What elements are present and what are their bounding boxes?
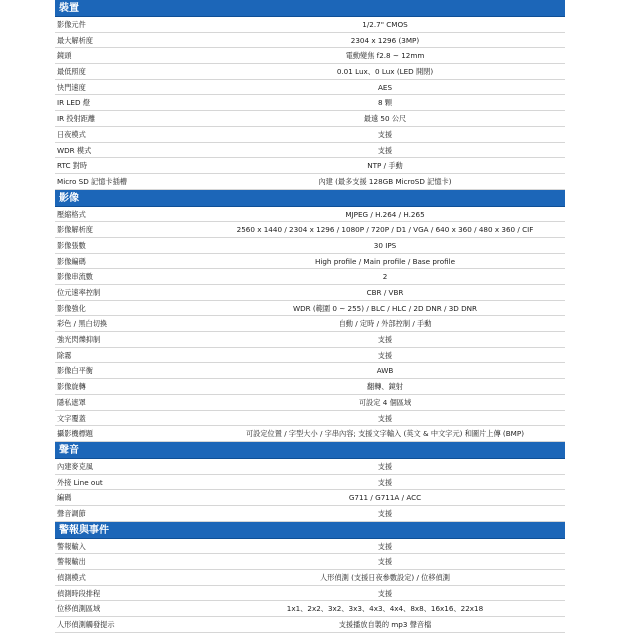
spec-row [55, 17, 565, 33]
section-header: 裝置 [55, 0, 565, 17]
spec-value: CBR / VBR [366, 288, 404, 297]
spec-row [55, 395, 565, 411]
spec-row [55, 222, 565, 238]
spec-row [55, 348, 565, 364]
spec-label: 偵測時段排程 [57, 588, 101, 598]
spec-value: 支援 [377, 541, 393, 551]
spec-value: 8 顆 [377, 98, 393, 108]
spec-row [55, 475, 565, 491]
spec-value: NTP / 手動 [367, 161, 403, 171]
spec-row [55, 158, 565, 174]
spec-value: 人形偵測 (支援日夜參數設定) / 位移偵測 [320, 573, 450, 582]
spec-row [55, 269, 565, 285]
spec-label: 影像張數 [57, 240, 86, 250]
spec-row [55, 301, 565, 317]
spec-label: 位元速率控制 [57, 288, 101, 297]
spec-value: 支援 [377, 557, 393, 567]
spec-label: 內建麥克風 [57, 461, 93, 471]
spec-value: 2 [382, 272, 388, 282]
spec-value: 可設定位置 / 字型大小 / 字串內容; 支援文字輸入 (英文 & 中文字元) 和圖片上傳 (BMP) [245, 429, 525, 439]
spec-row [55, 316, 565, 332]
spec-value: 最遠 50 公尺 [363, 114, 407, 124]
spec-label: 日夜模式 [57, 129, 86, 139]
spec-row [55, 174, 565, 190]
spec-row [55, 80, 565, 96]
spec-row [55, 459, 565, 475]
spec-row [55, 127, 565, 143]
spec-row [55, 332, 565, 348]
spec-value: 電動變焦 f2.8 ~ 12mm [345, 51, 425, 61]
spec-section [55, 442, 565, 522]
spec-row [55, 411, 565, 427]
spec-row [55, 506, 565, 522]
spec-label: 壓縮格式 [57, 209, 86, 219]
spec-label: 最低照度 [57, 67, 86, 77]
spec-row [55, 64, 565, 80]
spec-value: 支援 [377, 461, 393, 471]
spec-value: AWB [376, 366, 394, 376]
spec-value: 支援 [377, 129, 393, 139]
section-header: 影像 [55, 190, 565, 207]
spec-table [55, 0, 565, 633]
spec-row [55, 48, 565, 64]
spec-label: 影像編碼 [57, 256, 86, 266]
spec-row [55, 143, 565, 159]
spec-value: 翻轉、鏡射 [367, 382, 403, 392]
spec-label: 快門速度 [57, 82, 86, 92]
spec-label: 強光閃爍抑制 [57, 335, 101, 345]
spec-value: 支援 [377, 413, 393, 423]
spec-label: 編碼 [57, 493, 72, 503]
spec-label: 影像強化 [57, 303, 86, 313]
spec-label: 偵測模式 [57, 573, 86, 582]
spec-label: 攝影機標題 [57, 429, 93, 439]
spec-row [55, 539, 565, 555]
spec-label: 鏡頭 [57, 51, 72, 61]
spec-row [55, 95, 565, 111]
spec-value: 0.01 Lux、0 Lux (LED 開閉) [336, 67, 434, 77]
spec-value: 支援 [377, 335, 393, 345]
spec-row [55, 586, 565, 602]
spec-value: 支援 [377, 145, 393, 155]
spec-label: Micro SD 記憶卡插槽 [57, 176, 127, 186]
spec-value: 內建 (最多支援 128GB MicroSD 記憶卡) [318, 176, 452, 186]
spec-section [55, 0, 565, 190]
spec-value: AES [377, 82, 393, 92]
spec-value: 支援 [377, 477, 393, 487]
spec-row [55, 111, 565, 127]
spec-label: 警報輸入 [57, 541, 86, 551]
spec-row [55, 379, 565, 395]
spec-label: IR LED 燈 [57, 98, 90, 108]
spec-value: 2304 x 1296 (3MP) [350, 35, 420, 45]
spec-label: 影像元件 [57, 20, 86, 29]
spec-label: 影像串流數 [57, 272, 93, 282]
spec-label: 聲音調節 [57, 508, 86, 518]
spec-value: 支援播放自製的 mp3 聲音檔 [338, 620, 432, 630]
spec-value: 30 IPS [373, 240, 397, 250]
spec-label: 最大解析度 [57, 35, 93, 45]
spec-value: WDR (範圍 0 ~ 255) / BLC / HLC / 2D DNR / 3D DNR [292, 303, 477, 313]
spec-row [55, 285, 565, 301]
spec-label: 影像旋轉 [57, 382, 86, 392]
spec-value: MJPEG / H.264 / H.265 [345, 209, 425, 219]
spec-label: 外接 Line out [57, 477, 103, 487]
spec-label: 除霧 [57, 350, 72, 360]
spec-row [55, 254, 565, 270]
spec-label: 警報輸出 [57, 557, 86, 567]
spec-row [55, 617, 565, 633]
spec-row [55, 238, 565, 254]
spec-row [55, 426, 565, 442]
spec-row [55, 490, 565, 506]
spec-label: 文字覆蓋 [57, 413, 86, 423]
spec-row [55, 363, 565, 379]
spec-value: 1/2.7" CMOS [362, 20, 408, 29]
spec-value: 2560 x 1440 / 2304 x 1296 / 1080P / 720P / D1 / VGA / 640 x 360 / 480 x 360 / CIF [236, 225, 534, 235]
spec-value: 支援 [377, 508, 393, 518]
spec-value: 可設定 4 個區域 [358, 397, 412, 407]
spec-label: 影像白平衡 [57, 366, 93, 376]
section-header: 警報與事件 [55, 522, 565, 539]
spec-section [55, 522, 565, 633]
spec-value: 支援 [377, 588, 393, 598]
spec-row [55, 601, 565, 617]
spec-row [55, 554, 565, 570]
spec-label: IR 投射距離 [57, 114, 96, 124]
spec-label: 彩色 / 黑白切換 [57, 319, 108, 329]
spec-label: RTC 對時 [57, 161, 88, 171]
spec-label: 影像解析度 [57, 225, 93, 235]
spec-label: 隱私遮罩 [57, 397, 86, 407]
spec-row [55, 33, 565, 49]
spec-value: 1x1、2x2、3x2、3x3、4x3、4x4、8x8、16x16、22x18 [286, 604, 484, 614]
spec-value: G711 / G711A / ACC [348, 493, 422, 503]
spec-value: High profile / Main profile / Base profile [314, 256, 456, 266]
spec-row [55, 207, 565, 223]
spec-label: 人形偵測觸發提示 [57, 620, 115, 630]
spec-label: WDR 模式 [57, 145, 92, 155]
spec-label: 位移偵測區域 [57, 604, 101, 614]
spec-value: 自動 / 定時 / 外部控制 / 手動 [338, 319, 432, 329]
section-header: 聲音 [55, 442, 565, 459]
spec-value: 支援 [377, 350, 393, 360]
spec-row [55, 570, 565, 586]
spec-section [55, 190, 565, 442]
